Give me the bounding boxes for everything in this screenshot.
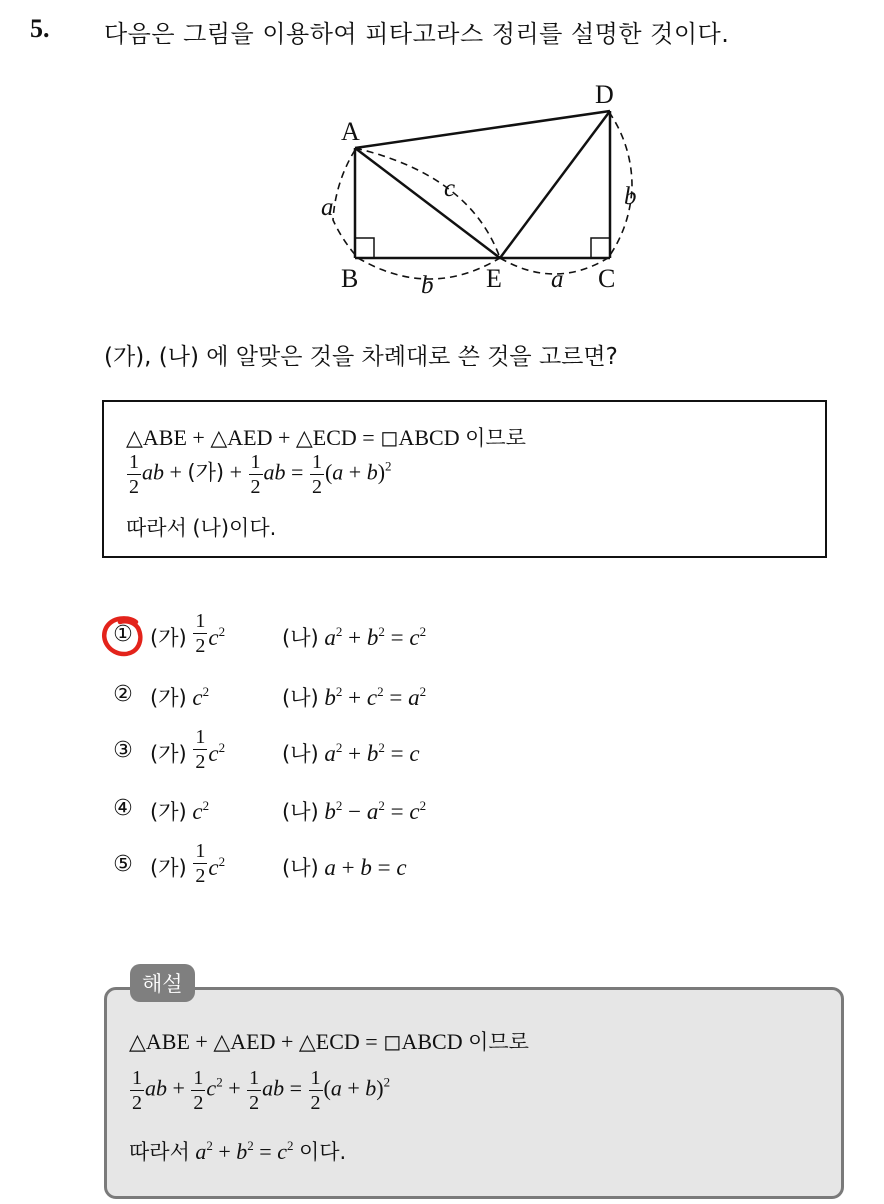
option-1-mark: ① — [113, 622, 133, 647]
option-4-na: (나) — [282, 800, 319, 824]
option-1-ga: (가) — [150, 626, 187, 650]
selection-circle-icon — [100, 614, 146, 660]
solution-line-3-suffix: 이다. — [298, 1140, 347, 1164]
segment-ad — [355, 111, 610, 148]
question-number: 5. — [30, 14, 50, 43]
segment-ed — [500, 111, 610, 258]
option-1-na: (나) — [282, 626, 319, 650]
label-point-d: D — [595, 80, 614, 109]
solution-line-3: 따라서 $a^2 + b^2 = c^2$ 이다. — [129, 1138, 347, 1164]
given-line-3-suffix: 이다. — [229, 516, 277, 540]
solution-line-1 — [129, 1026, 529, 1056]
option-5-na: (나) — [282, 856, 319, 880]
solution-line-3-prefix: 따라서 — [129, 1140, 190, 1164]
option-3-mark: ③ — [113, 738, 133, 763]
label-side-ae: c — [444, 175, 456, 202]
option-2-mark: ② — [113, 682, 133, 707]
solution-box — [104, 987, 844, 1199]
option-3-na: (나) — [282, 742, 319, 766]
given-blank-b: (나) — [192, 516, 230, 540]
option-3-ga: (가) — [150, 742, 187, 766]
question-text: 다음은 그림을 이용하여 피타고라스 정리를 설명한 것이다. — [104, 20, 730, 48]
option-4-mark: ④ — [113, 796, 133, 821]
prompt-text: (가), (나) 에 알맞은 것을 차례대로 쓴 것을 고르면? — [104, 344, 618, 370]
option-2-ga: (가) — [150, 686, 187, 710]
given-line-1-suffix: 이므로 — [465, 426, 526, 450]
given-line-3-prefix: 따라서 — [126, 516, 187, 540]
option-5-mark: ⑤ — [113, 852, 133, 877]
label-side-cd: b — [624, 183, 637, 210]
given-line-3 — [126, 512, 276, 542]
solution-line-2: $\frac{1}{2}$ ab + $\frac{1}{2}$ $c^2$ + $\frac{1}{2}$ ab = $\frac{1}{2}$ $(a + b)^2$ — [132, 1067, 391, 1114]
solution-line-1-math: △ABE + △AED + △ECD = ◻ABCD — [129, 1029, 463, 1054]
label-point-e: E — [486, 264, 502, 293]
label-point-a: A — [341, 117, 360, 146]
option-2-na: (나) — [282, 686, 319, 710]
label-point-b: B — [341, 264, 359, 293]
right-angle-b — [355, 238, 374, 258]
option-5-ga: (가) — [150, 856, 187, 880]
given-line-2: $\frac{1}{2}$ ab + (가) + $\frac{1}{2}$ ab = $\frac{1}{2}$ $(a + b)^2$ — [129, 451, 392, 498]
solution-tag: 해설 — [130, 964, 195, 1002]
solution-line-1-suffix: 이므로 — [468, 1030, 529, 1054]
label-side-be: b — [421, 272, 434, 299]
label-side-ec: a — [551, 266, 564, 293]
given-proof-box — [102, 400, 827, 558]
given-line-1-math: △ABE + △AED + △ECD = ◻ABCD — [126, 425, 460, 450]
label-side-ab: a — [321, 194, 334, 221]
right-angle-c — [591, 238, 610, 258]
given-blank-a: (가) — [187, 460, 225, 485]
label-point-c: C — [598, 264, 616, 293]
option-4-ga: (가) — [150, 800, 187, 824]
geometry-figure — [300, 75, 660, 305]
segment-ae — [355, 148, 500, 258]
given-line-1 — [126, 422, 526, 452]
